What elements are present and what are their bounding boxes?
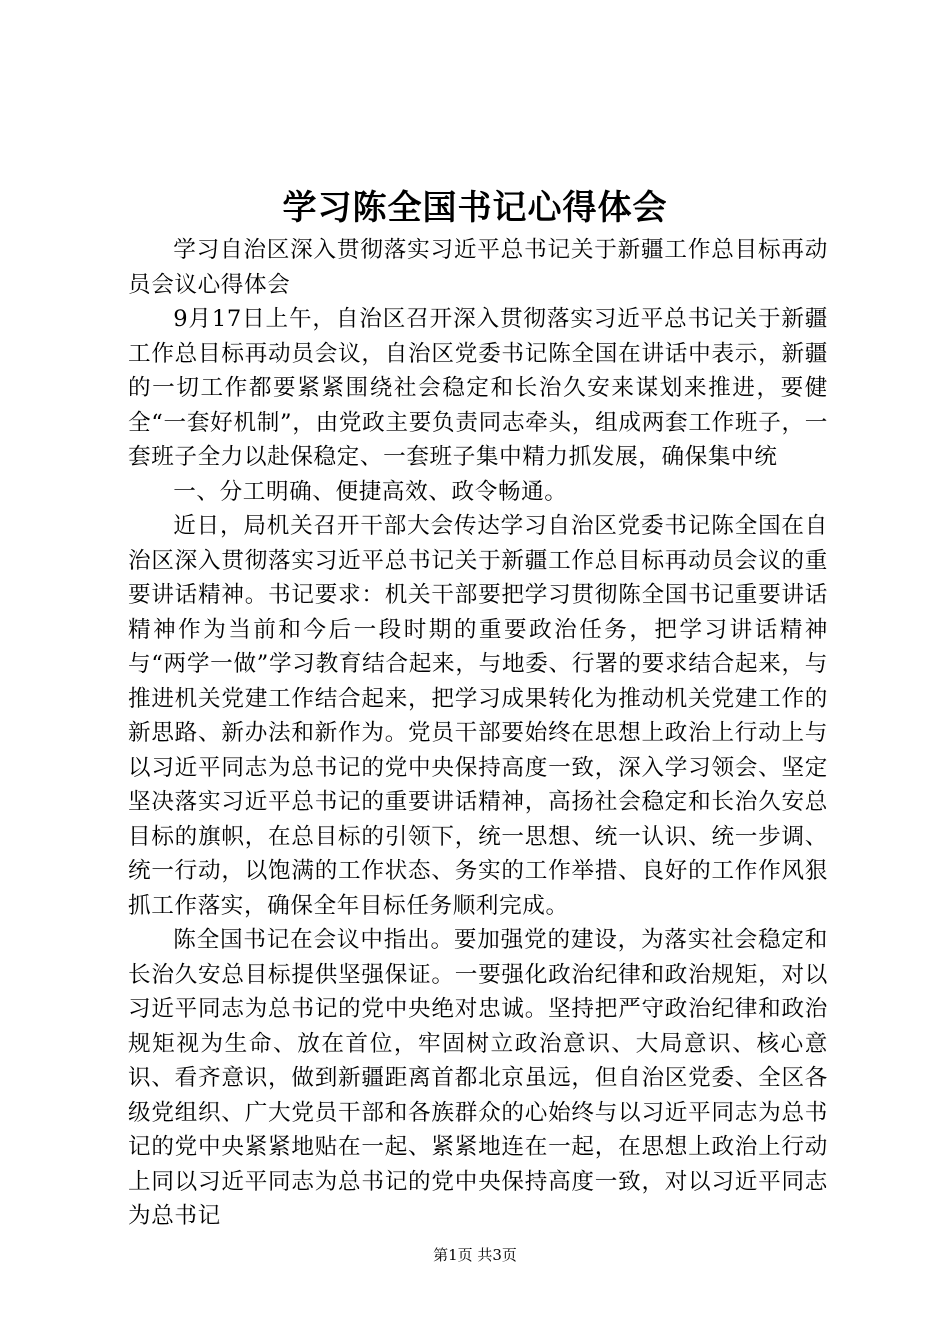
document-title: 学习陈全国书记心得体会 xyxy=(282,188,668,228)
paragraph-bureau-meeting: 近日，局机关召开干部大会传达学习自治区党委书记陈全国在自治区深入贯彻落实习近平总书记关于新疆工作总目标再动员会议的重要讲话精神。书记要求：机关干部要把学习贯彻陈全国书记重要讲话精神作为当前和今后一段时期的重要政治任务，把学习讲话精神与“两学一做”学习教育结合起来，与地委、行署的要求结合起来，与推进机关党建工作结合起来，把学习成果转化为推动机关党建工作的新思路、新办法和新作为。党员干部要始终在思想上政治上行动上与以习近平同志为总书记的党中央保持高度一致，深入学习领会、坚定坚决落实习近平总书记的重要讲话精神，高扬社会稳定和长治久安总目标的旗帜，在总目标的引领下，统一思想、统一认识、统一步调、统一行动，以饱满的工作状态、务实的工作举措、良好的工作作风狠抓工作落实，确保全年目标任务顺利完成。 xyxy=(128,513,828,919)
document-body xyxy=(128,233,828,1234)
page-number-footer: 第1页 共3页 xyxy=(433,1246,517,1264)
paragraph-meeting-summary: 9月17日上午，自治区召开深入贯彻落实习近平总书记关于新疆工作总目标再动员会议，自治区党委书记陈全国在讲话中表示，新疆的一切工作都要紧紧围绕社会稳定和长治久安来谋划来推进，要健全“一套好机制”，由党政主要负责同志牵头，组成两套工作班子，一套班子全力以赴保稳定、一套班子集中精力抓发展，确保集中统 xyxy=(128,306,828,470)
paragraph-section-heading: 一、分工明确、便捷高效、政令畅通。 xyxy=(173,478,568,505)
paragraph-party-building: 陈全国书记在会议中指出。要加强党的建设，为落实社会稳定和长治久安总目标提供坚强保证。一要强化政治纪律和政治规矩，对以习近平同志为总书记的党中央绝对忠诚。坚持把严守政治纪律和政治规矩视为生命、放在首位，牢固树立政治意识、大局意识、核心意识、看齐意识，做到新疆距离首都北京虽远，但自治区党委、全区各级党组织、广大党员干部和各族群众的心始终与以习近平同志为总书记的党中央紧紧地贴在一起、紧紧地连在一起，在思想上政治上行动上同以习近平同志为总书记的党中央保持高度一致，对以习近平同志为总书记 xyxy=(128,927,828,1229)
paragraph-subtitle: 学习自治区深入贯彻落实习近平总书记关于新疆工作总目标再动员会议心得体会 xyxy=(128,237,828,298)
